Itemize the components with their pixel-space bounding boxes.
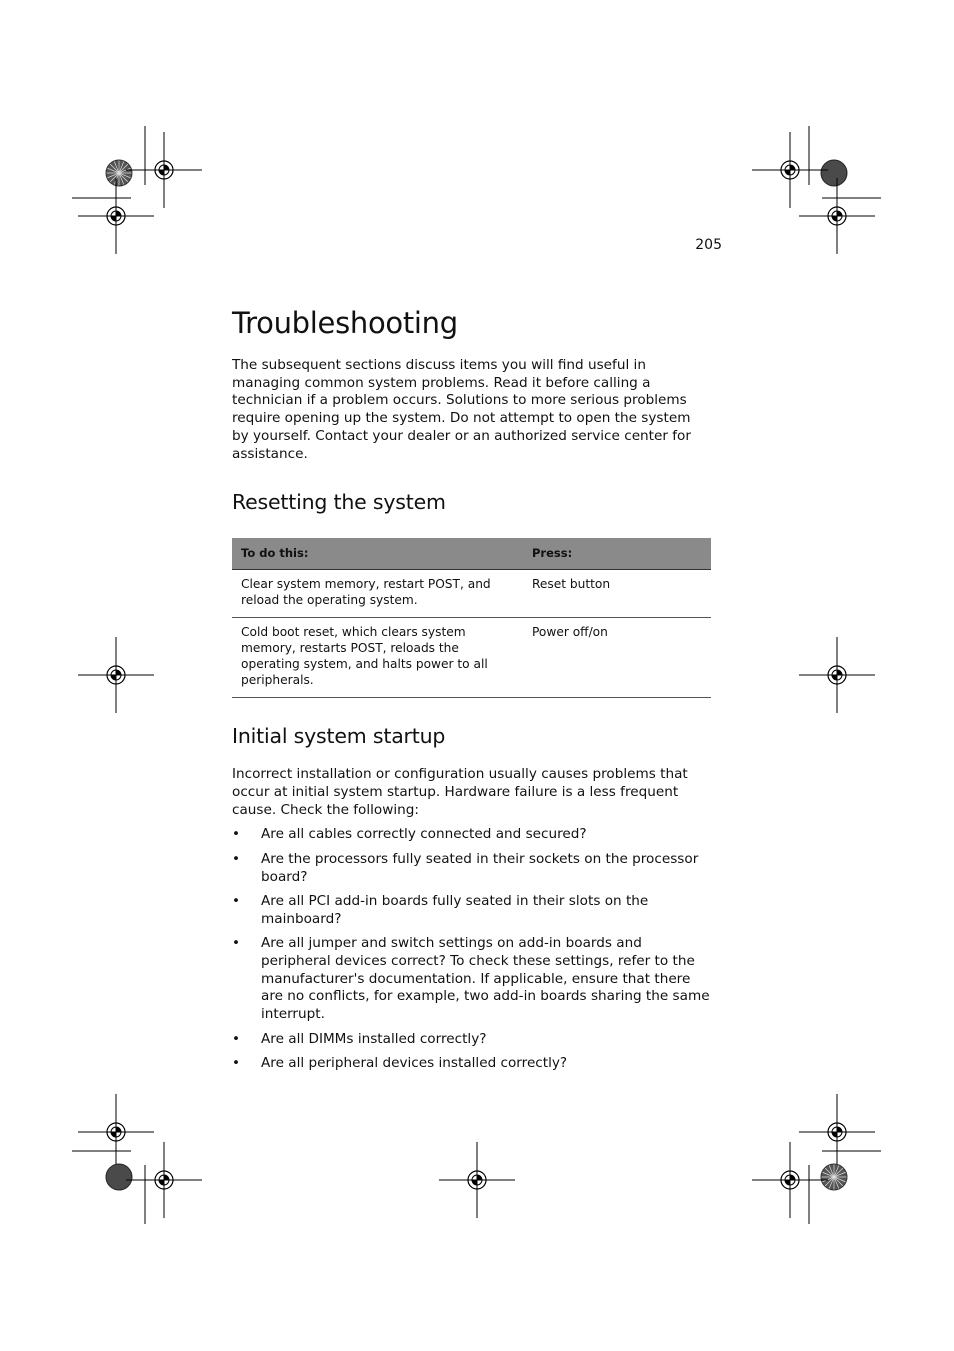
section-heading-resetting: Resetting the system [232, 490, 446, 515]
list-item [232, 893, 711, 928]
table-cell-action: Cold boot reset, which clears system memory, restarts POST, reloads the operating system, and halts power to all peripherals. [232, 618, 523, 698]
table-cell-press: Reset button [523, 570, 711, 618]
table-row [232, 570, 711, 618]
bullet-icon: • [232, 826, 241, 843]
list-item-text: Are all cables correctly connected and secured? [261, 826, 587, 843]
table-cell-press: Power off/on [523, 618, 711, 698]
list-item [232, 1055, 711, 1073]
bullet-icon: • [232, 1055, 241, 1072]
page-content [232, 300, 712, 1080]
bullet-icon: • [232, 935, 241, 952]
page-title: Troubleshooting [232, 306, 458, 340]
table-header-action: To do this: [232, 538, 523, 570]
list-item [232, 1031, 711, 1049]
page-number: 205 [695, 237, 722, 253]
list-item-text: Are all peripheral devices installed correctly? [261, 1055, 568, 1072]
section-heading-startup: Initial system startup [232, 724, 446, 749]
list-item-text: Are the processors fully seated in their sockets on the processor board? [261, 850, 699, 885]
bullet-icon: • [232, 850, 241, 867]
table-cell-action: Clear system memory, restart POST, and reload the operating system. [232, 570, 523, 618]
list-item [232, 935, 711, 1024]
table-header-press: Press: [523, 538, 711, 570]
list-item-text: Are all jumper and switch settings on add-in boards and peripheral devices correct? To check these settings, refer to the manufacturer's documentation. If applicable, ensure that there are no conflicts, for example, two add-in boards sharing the same interrupt. [261, 935, 710, 1023]
intro-paragraph: The subsequent sections discuss items you will find useful in managing common system problems. Read it before calling a technician if a problem occurs. Solutions to more serious problems require opening up the system. Do not attempt to open the system by yourself. Contact your dealer or an authorized service center for assistance. [232, 357, 691, 462]
list-item [232, 826, 711, 844]
checklist [232, 826, 712, 1072]
list-item [232, 851, 711, 886]
bullet-icon: • [232, 893, 241, 910]
reset-table [232, 538, 711, 698]
list-item-text: Are all PCI add-in boards fully seated in their slots on the mainboard? [261, 893, 649, 927]
table-header-row [232, 538, 711, 570]
bullet-icon: • [232, 1030, 241, 1047]
table-row [232, 618, 711, 698]
startup-intro-paragraph: Incorrect installation or configuration usually causes problems that occur at initial system startup. Hardware failure is a less frequent cause. Check the following: [232, 766, 688, 818]
list-item-text: Are all DIMMs installed correctly? [261, 1030, 487, 1047]
